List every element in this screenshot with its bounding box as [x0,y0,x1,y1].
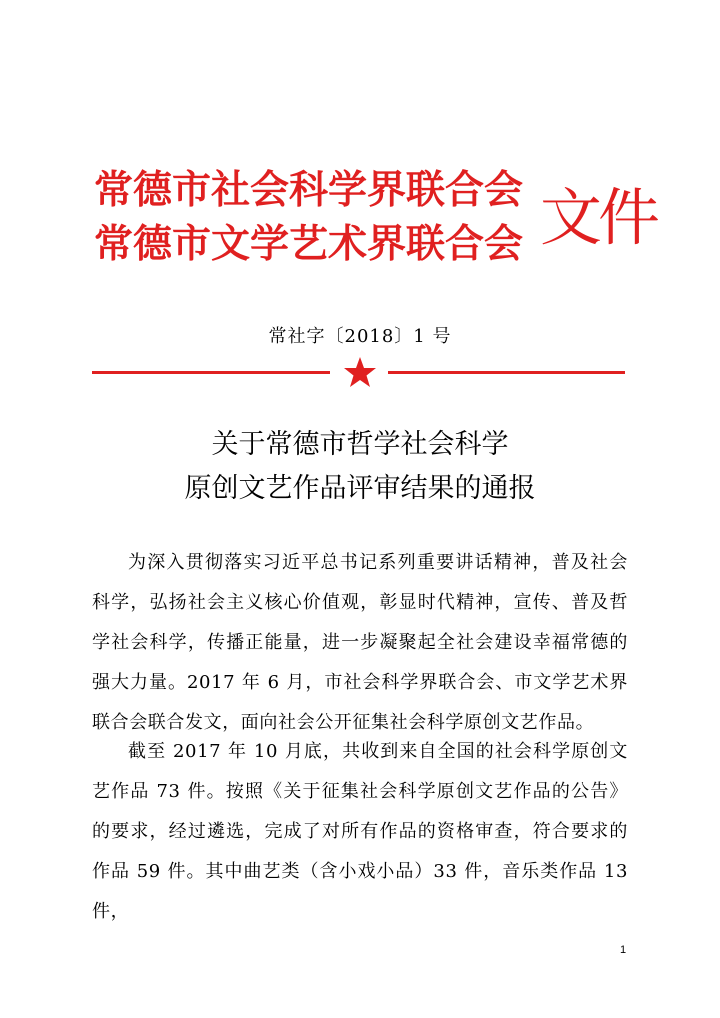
star-icon [343,355,377,389]
red-rule-right [388,371,625,374]
issuer-line-1: 常德市社会科学界联合会 [94,167,524,213]
document-number: 常社字〔2018〕1 号 [268,326,452,347]
red-rule-left [92,371,330,374]
body-paragraph-1: 为深入贯彻落实习近平总书记系列重要讲话精神，普及社会科学，弘扬社会主义核心价值观，彰显时代精神，宣传、普及哲学社会科学，传播正能量，进一步凝聚起全社会建设幸福常德的强大力量。2017 年 6 月，市社会科学界联合会、市文学艺术界联合会联合发文，面向社会公开征集社会科学原创文艺作品。 [92,552,628,733]
issuer-line-2: 常德市文学艺术界联合会 [94,221,524,267]
body-paragraph-2: 截至 2017 年 10 月底，共收到来自全国的社会科学原创文艺作品 73 件。按照《关于征集社会科学原创文艺作品的公告》的要求，经过遴选，完成了对所有作品的资格审查，符合要求的作品 59 件。其中曲艺类（含小戏小品）33 件，音乐类作品 13 件， [92,741,628,922]
document-word: 文件 [540,181,657,254]
notice-title-line-1: 关于常德市哲学社会科学 [211,429,509,460]
notice-title-line-2: 原创文艺作品评审结果的通报 [184,473,536,504]
page-number: 1 [620,944,627,956]
